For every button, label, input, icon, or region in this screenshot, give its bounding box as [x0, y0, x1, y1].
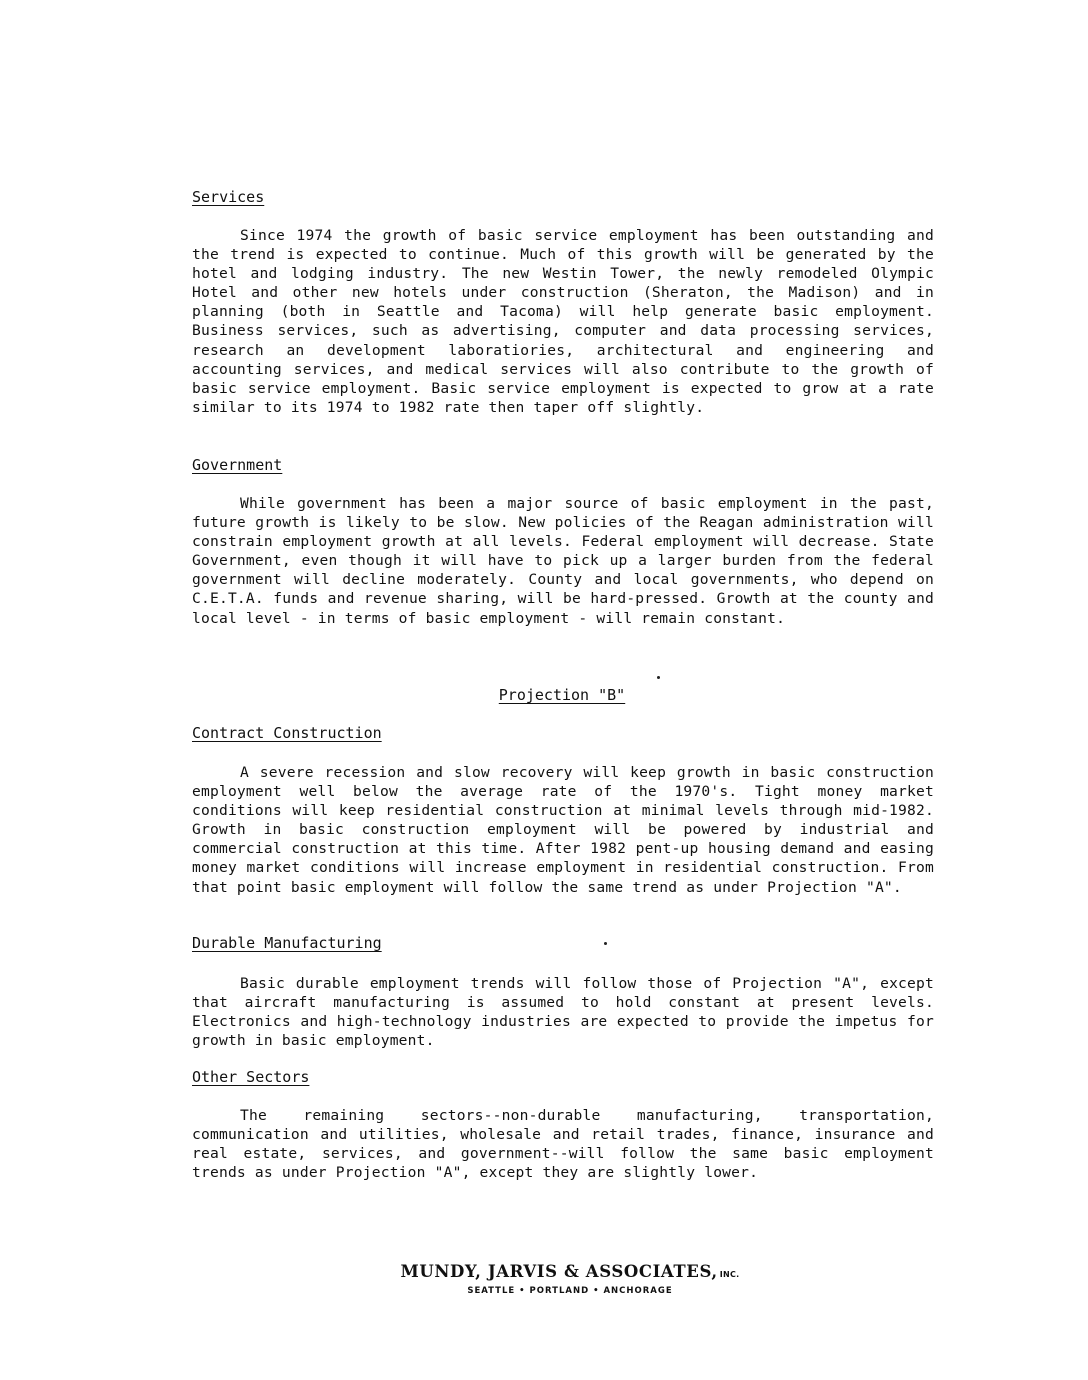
firm-name-text: MUNDY, JARVIS & ASSOCIATES, — [400, 1262, 718, 1281]
contract-construction-paragraph: A severe recession and slow recovery will keep growth in basic construction employment well below the average rate of the 1970's. Tight money market conditions will keep residential construction at minimal levels through mid-1982. Growth in basic construction employment will be powered by industrial and commercial construction at this time. After 1982 pent-up housing demand and easing money market conditions will increase employment in residential construction. From that point basic employment will follow the same trend as under Projection "A". — [192, 764, 934, 896]
contract-construction-heading: Contract Construction — [192, 724, 382, 742]
firm-suffix: INC. — [719, 1270, 740, 1279]
scan-speck — [657, 676, 660, 679]
firm-cities: SEATTLE • PORTLAND • ANCHORAGE — [467, 1286, 673, 1296]
durable-manufacturing-heading: Durable Manufacturing — [192, 934, 382, 952]
durable-manufacturing-paragraph: Basic durable employment trends will follow those of Projection "A", except that aircraft manufacturing is assumed to hold constant at present levels. Electronics and high-technology industries are expected to provide the impetus for growth in basic employment. — [192, 975, 934, 1050]
government-heading: Government — [192, 456, 283, 474]
services-paragraph: Since 1974 the growth of basic service employment has been outstanding and the trend is expected to continue. Much of this growth will be generated by the hotel and lodging industry. The new Westin Tower, the newly remodeled Olympic Hotel and other new hotels under construction (Sheraton, the Madison) and in planning (both in Seattle and Tacoma) will help generate basic employment. Business services, such as advertising, computer and data processing services, research an development laboratiories, architectural and engineering and accounting services, and medical services will also contribute to the growth of basic service employment. Basic service employment is expected to grow at a rate similar to its 1974 to 1982 rate then taper off slightly. — [192, 227, 934, 416]
firm-name — [0, 1262, 1088, 1281]
services-heading: Services — [192, 188, 265, 206]
projection-b-heading: Projection "B" — [498, 686, 626, 704]
other-sectors-heading: Other Sectors — [192, 1068, 310, 1086]
government-paragraph: While government has been a major source of basic employment in the past, future growth is likely to be slow. New policies of the Reagan administration will constrain employment growth at all levels. Federal employment will decrease. State Government, even though it will have to pick up a larger burden from the federal government will decline moderately. County and local governments, who depend on C.E.T.A. funds and revenue sharing, will be hard-pressed. Growth at the county and local level - in terms of basic employment - will remain constant. — [192, 495, 934, 627]
other-sectors-paragraph: The remaining sectors--non-durable manufacturing, transportation, communication and utilities, wholesale and retail trades, finance, insurance and real estate, services, and government--will follow the same basic employment trends as under Projection "A", except they are slightly lower. — [192, 1107, 934, 1182]
scan-speck — [604, 942, 607, 945]
